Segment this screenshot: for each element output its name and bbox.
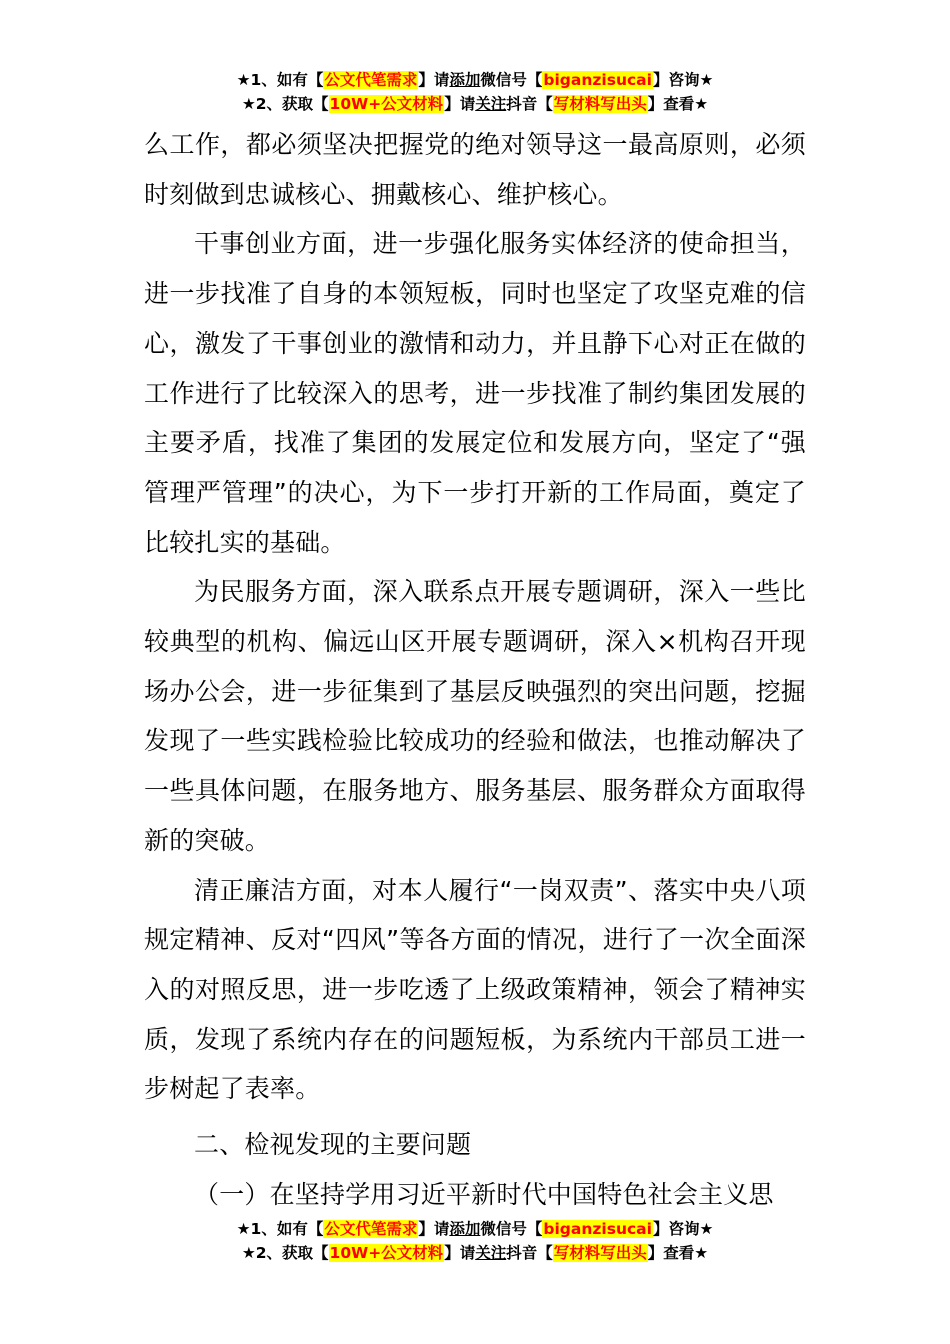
- highlight-service: 公文代笔需求: [324, 1220, 418, 1238]
- paragraph-public-service: 为民服务方面，深入联系点开展专题调研，深入一些比较典型的机构、偏远山区开展专题调研，深入×机构召开现场办公会，进一步征集到了基层反映强烈的突出问题，挖掘发现了一些实践检验比较成功的经验和做法，也推动解决了一些具体问题，在服务地方、服务基层、服务群众方面取得新的突破。: [144, 577, 806, 855]
- banner-line-1: ★1、如有【公文代笔需求】请添加微信号【biganzisucai】咨询★: [236, 1220, 714, 1238]
- banner-line-1: ★1、如有【公文代笔需求】请添加微信号【biganzisucai】咨询★: [236, 71, 714, 89]
- footer-banner: [0, 1217, 950, 1265]
- section-heading: 二、检视发现的主要问题: [194, 1130, 472, 1160]
- header-banner: [0, 68, 950, 116]
- subsection-heading: （一）在坚持学用习近平新时代中国特色社会主义思: [194, 1179, 774, 1209]
- paragraph-entrepreneurship: 干事创业方面，进一步强化服务实体经济的使命担当，进一步找准了自身的本领短板，同时也坚定了攻坚克难的信心，激发了干事创业的激情和动力，并且静下心对正在做的工作进行了比较深入的思考，进一步找准了制约集团发展的主要矛盾，找准了集团的发展定位和发展方向，坚定了“强管理严管理”的决心，为下一步打开新的工作局面，奠定了比较扎实的基础。: [144, 229, 806, 557]
- banner-line-2: ★2、获取【10W+公文材料】请关注抖音【写材料写出头】查看★: [241, 1244, 709, 1262]
- highlight-materials: 10W+公文材料: [329, 1244, 444, 1262]
- highlight-douyin-account: 写材料写出头: [553, 1244, 647, 1262]
- paragraph-continued: 么工作，都必须坚决把握党的绝对领导这一最高原则，必须时刻做到忠诚核心、拥戴核心、维护核心。: [144, 130, 806, 209]
- document-body: [144, 120, 806, 1219]
- highlight-materials: 10W+公文材料: [329, 95, 444, 113]
- highlight-douyin-account: 写材料写出头: [553, 95, 647, 113]
- highlight-service: 公文代笔需求: [324, 71, 418, 89]
- highlight-wechat-id: biganzisucai: [543, 1220, 652, 1238]
- highlight-wechat-id: biganzisucai: [543, 71, 652, 89]
- paragraph-integrity: 清正廉洁方面，对本人履行“一岗双责”、落实中央八项规定精神、反对“四风”等各方面的情况，进行了一次全面深入的对照反思，进一步吃透了上级政策精神，领会了精神实质，发现了系统内存在的问题短板，为系统内干部员工进一步树起了表率。: [144, 875, 806, 1104]
- banner-line-2: ★2、获取【10W+公文材料】请关注抖音【写材料写出头】查看★: [241, 95, 709, 113]
